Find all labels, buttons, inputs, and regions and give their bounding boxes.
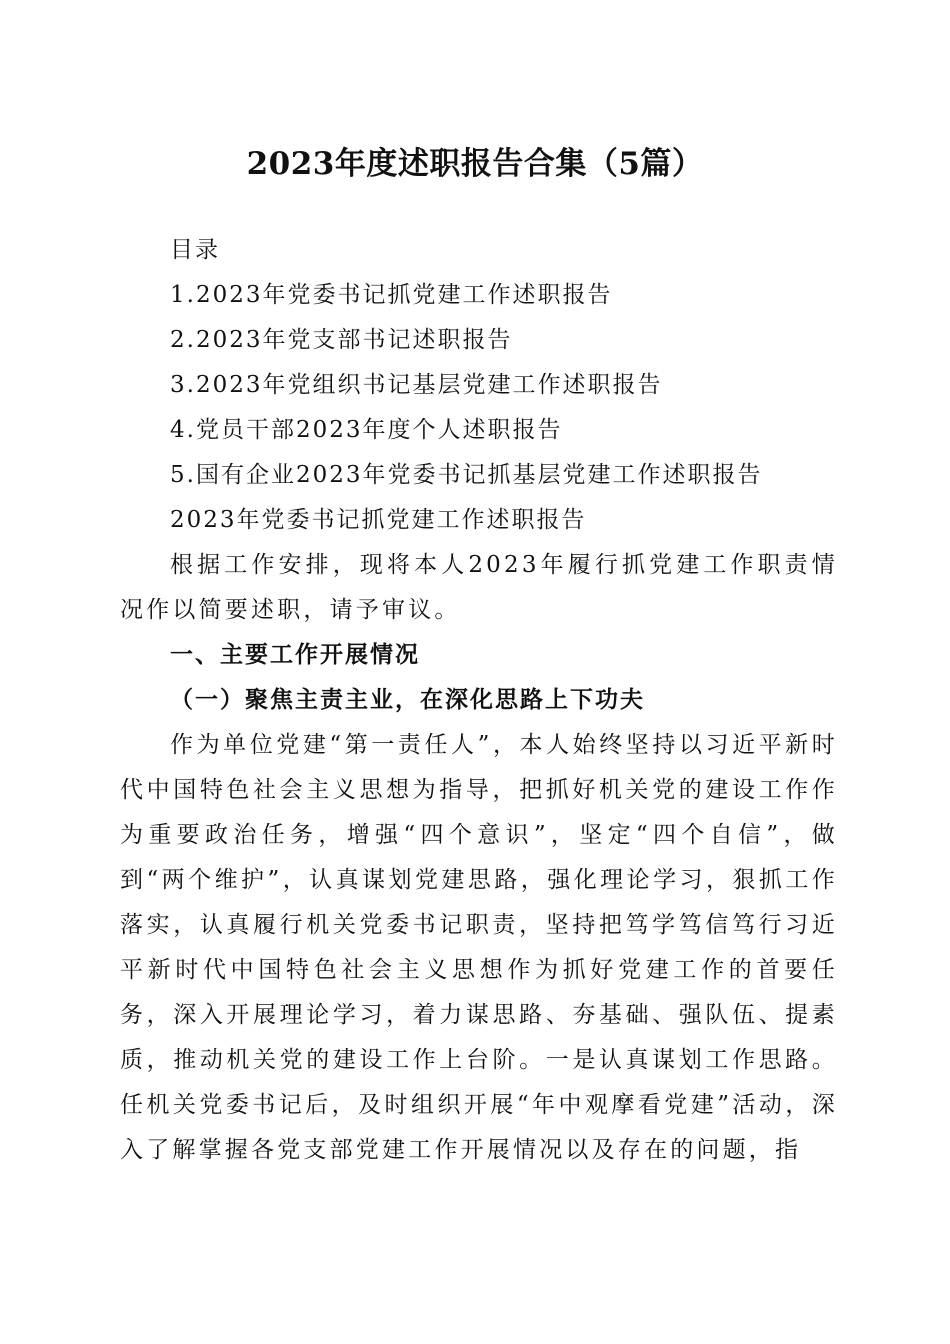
- section-heading: 一、主要工作开展情况: [170, 642, 420, 668]
- subsection-heading: （一）聚焦主责主业，在深化思路上下功夫: [170, 687, 645, 713]
- toc-item-3: 3.2023年党组织书记基层党建工作述职报告: [170, 372, 663, 398]
- intro-paragraph: 根据工作安排，现将本人2023年履行抓党建工作职责情况作以简要述职，请予审议。: [120, 552, 838, 623]
- toc-item-2: 2.2023年党支部书记述职报告: [170, 327, 513, 353]
- toc-item-1: 1.2023年党委书记抓党建工作述职报告: [170, 282, 613, 308]
- body-paragraph: 作为单位党建“第一责任人”，本人始终坚持以习近平新时代中国特色社会主义思想为指导，把抓好机关党的建设工作作为重要政治任务，增强“四个意识”，坚定“四个自信”，做到“两个维护”，认真谋划党建思路，强化理论学习，狠抓工作落实，认真履行机关党委书记职责，坚持把笃学笃信笃行习近平新时代中国特色社会主义思想作为抓好党建工作的首要任务，深入开展理论学习，着力谋思路、夯基础、强队伍、提素质，推动机关党的建设工作上台阶。一是认真谋划工作思路。任机关党委书记后，及时组织开展“年中观摩看党建”活动，深入了解掌握各党支部党建工作开展情况以及存在的问题，指: [120, 732, 838, 1163]
- document-title: 2023年度述职报告合集（5篇）: [246, 146, 704, 182]
- document-body: [120, 228, 838, 1173]
- report-title: 2023年党委书记抓党建工作述职报告: [170, 507, 587, 533]
- toc-heading: 目录: [170, 237, 220, 263]
- toc-item-4: 4.党员干部2023年度个人述职报告: [170, 417, 563, 443]
- toc-item-5: 5.国有企业2023年党委书记抓基层党建工作述职报告: [170, 462, 763, 488]
